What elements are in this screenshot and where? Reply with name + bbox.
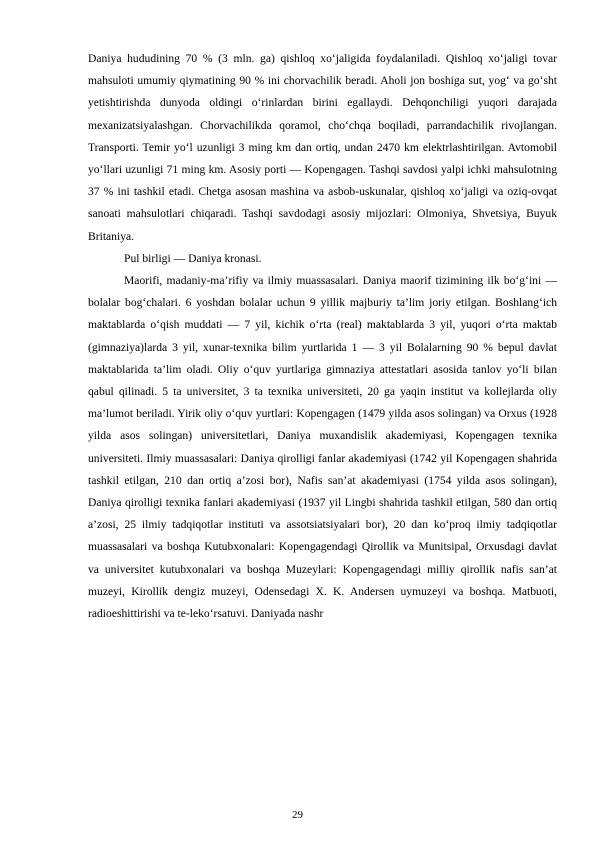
paragraph-currency: Pul birligi — Daniya kronasi. — [124, 251, 262, 265]
document-page — [88, 48, 557, 625]
paragraph-agriculture-transport-trade: Daniya hududining 70 % (3 mln. ga) qishloq xo‘jaligida foydalaniladi. Qishloq xo‘jaligi tovar mahsuloti umumiy qiymatining 90 % ini chorvachilik beradi. Aholi jon boshiga sut, yog‘ va go‘sht yetishtirishda dunyoda oldingi o‘rinlardan birini egallaydi. Dehqonchiligi yuqori darajada mexanizatsiyalashgan. Chorvachilikda qoramol, cho‘chqa boqiladi, parrandachilik rivojlangan. Transporti. Temir yo‘l uzunligi 3 ming km dan ortiq, undan 2470 km elektrlashtirilgan. Avtomobil yo‘llari uzunligi 71 ming km. Asosiy porti — Kopengagen. Tashqi savdosi yalpi ichki mahsulotning 37 % ini tashkil etadi. Chetga asosan mashina va asbob-uskunalar, qishloq xo‘jaligi va oziq-ovqat sanoati mahsulotlari chiqaradi. Tashqi savdodagi asosiy mijozlari: Olmoniya, Shvetsiya, Buyuk Britaniya. — [88, 52, 557, 243]
paragraph-education-science: Maorifi, madaniy-ma’rifiy va ilmiy muassasalari. Daniya maorif tizimining ilk bo‘g‘ini — bolalar bog‘chalari. 6 yoshdan bolalar uchun 9 yillik majburiy ta’lim joriy etilgan. Boshlang‘ich maktablarda o‘qish muddati — 7 yil, kichik o‘rta (real) maktablarda 3 yil, yuqori o‘rta maktab (gimnaziya)larda 3 yil, xunar-texnika bilim yurtlarida 1 — 3 yil Bolalarning 90 % bepul davlat maktablarida ta’lim oladi. Oliy o‘quv yurtlariga gimnaziya attestatlari asosida tanlov yo‘li bilan qabul qilinadi. 5 ta universitet, 3 ta texnika universiteti, 20 ga yaqin institut va kollejlarda oliy ma’lumot beriladi. Yirik oliy o‘quv yurtlari: Kopengagen (1479 yilda asos solingan) va Orxus (1928 yilda asos solingan) universitetlari, Daniya muxandislik akademiyasi, Kopengagen texnika universiteti. Ilmiy muassasalari: Daniya qirolligi fanlar akademiyasi (1742 yil Kopengagen shahrida tashkil etilgan, 210 dan ortiq a’zosi bor), Nafis san’at akademiyasi (1754 yilda asos solingan), Daniya qirolligi texnika fanlari akademiyasi (1937 yil Lingbi shahrida tashkil etilgan, 580 dan ortiq a’zosi, 25 ilmiy tadqiqotlar instituti va assotsiatsiyalari bor), 20 dan ko‘proq ilmiy tadqiqotlar muassasalari va boshqa Kutubxonalari: Kopengagendagi Qirollik va Munitsipal, Orxusdagi davlat va universitet kutubxonalari va boshqa Muzeylari: Kopengagendagi milliy qirollik nafis san’at muzeyi, Kirollik dengiz muzeyi, Odensedagi X. K. Andersen uymuzeyi va boshqa. Matbuoti, radioeshittirishi va te-leko‘rsatuvi. Daniyada nashr — [88, 274, 557, 621]
page-number: 29 — [292, 809, 303, 821]
